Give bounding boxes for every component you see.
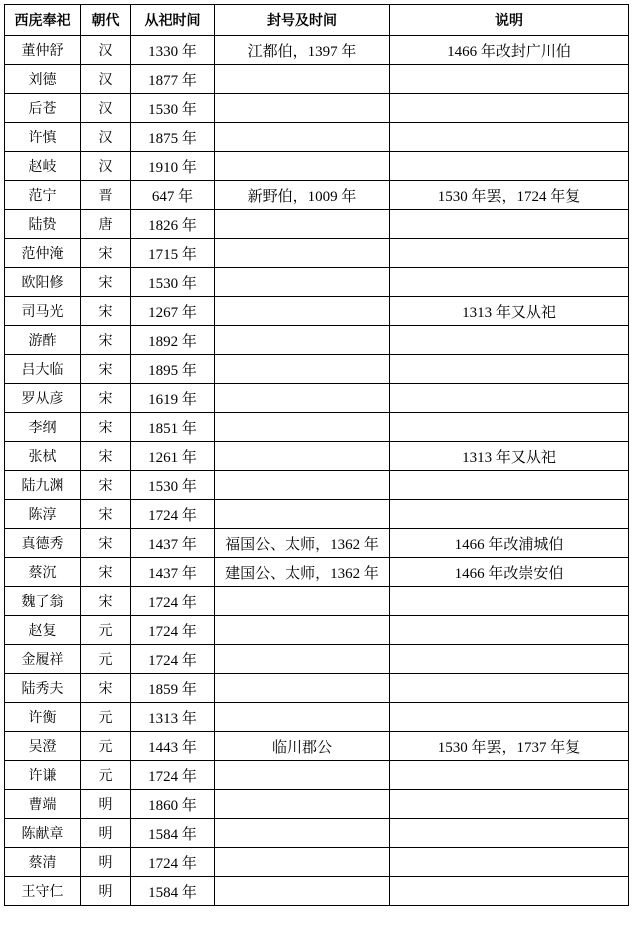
table-row (5, 94, 629, 123)
cell-dynasty: 明 (81, 819, 131, 848)
cell-enshrinement-year: 1437 年 (131, 558, 215, 587)
cell-name: 董仲舒 (5, 36, 81, 65)
cell-title (215, 123, 390, 152)
cell-name: 刘德 (5, 65, 81, 94)
cell-name: 吴澄 (5, 732, 81, 761)
cell-dynasty: 晋 (81, 181, 131, 210)
cell-name: 陆九渊 (5, 471, 81, 500)
cell-note (390, 268, 629, 297)
table-body (5, 36, 629, 906)
cell-name: 赵岐 (5, 152, 81, 181)
header-dynasty: 朝代 (81, 5, 131, 36)
cell-name: 陈淳 (5, 500, 81, 529)
table-row (5, 123, 629, 152)
table-row (5, 761, 629, 790)
cell-title (215, 326, 390, 355)
cell-note (390, 674, 629, 703)
cell-note (390, 790, 629, 819)
cell-title (215, 413, 390, 442)
cell-enshrinement-year: 1724 年 (131, 848, 215, 877)
cell-enshrinement-year: 1724 年 (131, 645, 215, 674)
cell-name: 真德秀 (5, 529, 81, 558)
table-row (5, 587, 629, 616)
cell-note (390, 239, 629, 268)
cell-name: 张栻 (5, 442, 81, 471)
cell-dynasty: 元 (81, 732, 131, 761)
table-row (5, 877, 629, 906)
table-row (5, 181, 629, 210)
cell-enshrinement-year: 1877 年 (131, 65, 215, 94)
cell-enshrinement-year: 1859 年 (131, 674, 215, 703)
cell-name: 游酢 (5, 326, 81, 355)
cell-note: 1466 年改封广川伯 (390, 36, 629, 65)
table-row (5, 36, 629, 65)
cell-dynasty: 宋 (81, 268, 131, 297)
cell-name: 许谦 (5, 761, 81, 790)
table-row (5, 732, 629, 761)
table-row (5, 471, 629, 500)
cell-name: 罗从彦 (5, 384, 81, 413)
cell-title (215, 877, 390, 906)
cell-dynasty: 宋 (81, 239, 131, 268)
cell-title: 福国公、太师，1362 年 (215, 529, 390, 558)
cell-note (390, 703, 629, 732)
cell-name: 蔡沉 (5, 558, 81, 587)
cell-dynasty: 汉 (81, 65, 131, 94)
cell-name: 陆贽 (5, 210, 81, 239)
table-row (5, 790, 629, 819)
table-row (5, 500, 629, 529)
cell-name: 吕大临 (5, 355, 81, 384)
cell-name: 后苍 (5, 94, 81, 123)
table-row (5, 442, 629, 471)
cell-note: 1530 年罢，1724 年复 (390, 181, 629, 210)
cell-enshrinement-year: 1910 年 (131, 152, 215, 181)
cell-enshrinement-year: 1584 年 (131, 819, 215, 848)
table-row (5, 210, 629, 239)
cell-title (215, 94, 390, 123)
cell-note (390, 877, 629, 906)
cell-title: 江都伯，1397 年 (215, 36, 390, 65)
cell-title (215, 210, 390, 239)
cell-dynasty: 宋 (81, 384, 131, 413)
table-row (5, 848, 629, 877)
cell-title (215, 471, 390, 500)
cell-dynasty: 宋 (81, 413, 131, 442)
cell-enshrinement-year: 1724 年 (131, 587, 215, 616)
cell-dynasty: 元 (81, 645, 131, 674)
cell-dynasty: 汉 (81, 152, 131, 181)
header-row (5, 5, 629, 36)
cell-note (390, 413, 629, 442)
header-enshrinement-date: 从祀时间 (131, 5, 215, 36)
cell-title: 临川郡公 (215, 732, 390, 761)
cell-enshrinement-year: 1892 年 (131, 326, 215, 355)
cell-name: 蔡清 (5, 848, 81, 877)
cell-dynasty: 明 (81, 790, 131, 819)
table-header (5, 5, 629, 36)
cell-dynasty: 元 (81, 761, 131, 790)
cell-dynasty: 宋 (81, 297, 131, 326)
cell-title (215, 790, 390, 819)
cell-enshrinement-year: 1443 年 (131, 732, 215, 761)
cell-note (390, 587, 629, 616)
cell-enshrinement-year: 1261 年 (131, 442, 215, 471)
cell-note (390, 761, 629, 790)
cell-dynasty: 明 (81, 877, 131, 906)
cell-dynasty: 唐 (81, 210, 131, 239)
table-row (5, 674, 629, 703)
enshrinement-table (4, 4, 629, 906)
cell-name: 金履祥 (5, 645, 81, 674)
cell-note: 1313 年又从祀 (390, 442, 629, 471)
cell-name: 王守仁 (5, 877, 81, 906)
cell-title (215, 703, 390, 732)
cell-dynasty: 宋 (81, 587, 131, 616)
cell-enshrinement-year: 1826 年 (131, 210, 215, 239)
cell-name: 许慎 (5, 123, 81, 152)
cell-title (215, 819, 390, 848)
cell-note (390, 326, 629, 355)
cell-title (215, 152, 390, 181)
table-row (5, 558, 629, 587)
table-row (5, 297, 629, 326)
cell-note (390, 152, 629, 181)
table-row (5, 65, 629, 94)
cell-title (215, 500, 390, 529)
cell-title (215, 848, 390, 877)
cell-title (215, 384, 390, 413)
cell-name: 范宁 (5, 181, 81, 210)
cell-enshrinement-year: 1895 年 (131, 355, 215, 384)
cell-title (215, 645, 390, 674)
cell-note (390, 500, 629, 529)
cell-dynasty: 明 (81, 848, 131, 877)
cell-dynasty: 汉 (81, 94, 131, 123)
cell-enshrinement-year: 1619 年 (131, 384, 215, 413)
cell-note (390, 819, 629, 848)
cell-enshrinement-year: 1724 年 (131, 761, 215, 790)
cell-enshrinement-year: 1715 年 (131, 239, 215, 268)
cell-title (215, 239, 390, 268)
table-row (5, 819, 629, 848)
cell-title (215, 674, 390, 703)
cell-dynasty: 汉 (81, 123, 131, 152)
cell-note (390, 471, 629, 500)
table-row (5, 355, 629, 384)
cell-dynasty: 宋 (81, 442, 131, 471)
cell-dynasty: 宋 (81, 500, 131, 529)
cell-enshrinement-year: 647 年 (131, 181, 215, 210)
table-row (5, 239, 629, 268)
cell-dynasty: 元 (81, 703, 131, 732)
cell-name: 许衡 (5, 703, 81, 732)
cell-enshrinement-year: 1851 年 (131, 413, 215, 442)
cell-enshrinement-year: 1530 年 (131, 94, 215, 123)
cell-note (390, 616, 629, 645)
cell-title: 新野伯，1009 年 (215, 181, 390, 210)
cell-dynasty: 宋 (81, 529, 131, 558)
table-row (5, 326, 629, 355)
cell-note (390, 123, 629, 152)
cell-enshrinement-year: 1724 年 (131, 500, 215, 529)
table-row (5, 413, 629, 442)
cell-dynasty: 宋 (81, 558, 131, 587)
header-notes: 说明 (390, 5, 629, 36)
cell-note: 1313 年又从祀 (390, 297, 629, 326)
header-west-wing-enshrined: 西庑奉祀 (5, 5, 81, 36)
cell-note (390, 848, 629, 877)
table-row (5, 616, 629, 645)
table-row (5, 384, 629, 413)
cell-enshrinement-year: 1313 年 (131, 703, 215, 732)
cell-note (390, 355, 629, 384)
cell-title (215, 355, 390, 384)
cell-title (215, 268, 390, 297)
cell-title (215, 65, 390, 94)
cell-enshrinement-year: 1875 年 (131, 123, 215, 152)
table-row (5, 268, 629, 297)
cell-name: 李纲 (5, 413, 81, 442)
cell-enshrinement-year: 1860 年 (131, 790, 215, 819)
cell-enshrinement-year: 1330 年 (131, 36, 215, 65)
table-row (5, 529, 629, 558)
cell-note (390, 94, 629, 123)
cell-enshrinement-year: 1584 年 (131, 877, 215, 906)
cell-dynasty: 宋 (81, 674, 131, 703)
cell-note (390, 384, 629, 413)
cell-enshrinement-year: 1724 年 (131, 616, 215, 645)
cell-enshrinement-year: 1437 年 (131, 529, 215, 558)
table-row (5, 703, 629, 732)
cell-dynasty: 汉 (81, 36, 131, 65)
cell-dynasty: 宋 (81, 355, 131, 384)
cell-enshrinement-year: 1267 年 (131, 297, 215, 326)
cell-enshrinement-year: 1530 年 (131, 268, 215, 297)
cell-note (390, 645, 629, 674)
cell-note: 1466 年改浦城伯 (390, 529, 629, 558)
cell-name: 范仲淹 (5, 239, 81, 268)
table-row (5, 645, 629, 674)
cell-note: 1530 年罢，1737 年复 (390, 732, 629, 761)
cell-name: 曹端 (5, 790, 81, 819)
cell-title (215, 442, 390, 471)
header-title-and-date: 封号及时间 (215, 5, 390, 36)
cell-dynasty: 宋 (81, 471, 131, 500)
cell-title (215, 587, 390, 616)
cell-note (390, 65, 629, 94)
cell-note (390, 210, 629, 239)
cell-title (215, 297, 390, 326)
cell-name: 赵复 (5, 616, 81, 645)
table-row (5, 152, 629, 181)
cell-note: 1466 年改崇安伯 (390, 558, 629, 587)
cell-title (215, 761, 390, 790)
cell-enshrinement-year: 1530 年 (131, 471, 215, 500)
cell-name: 陆秀夫 (5, 674, 81, 703)
cell-title: 建国公、太师，1362 年 (215, 558, 390, 587)
cell-title (215, 616, 390, 645)
cell-name: 欧阳修 (5, 268, 81, 297)
cell-dynasty: 宋 (81, 326, 131, 355)
cell-name: 魏了翁 (5, 587, 81, 616)
cell-dynasty: 元 (81, 616, 131, 645)
cell-name: 司马光 (5, 297, 81, 326)
cell-name: 陈献章 (5, 819, 81, 848)
